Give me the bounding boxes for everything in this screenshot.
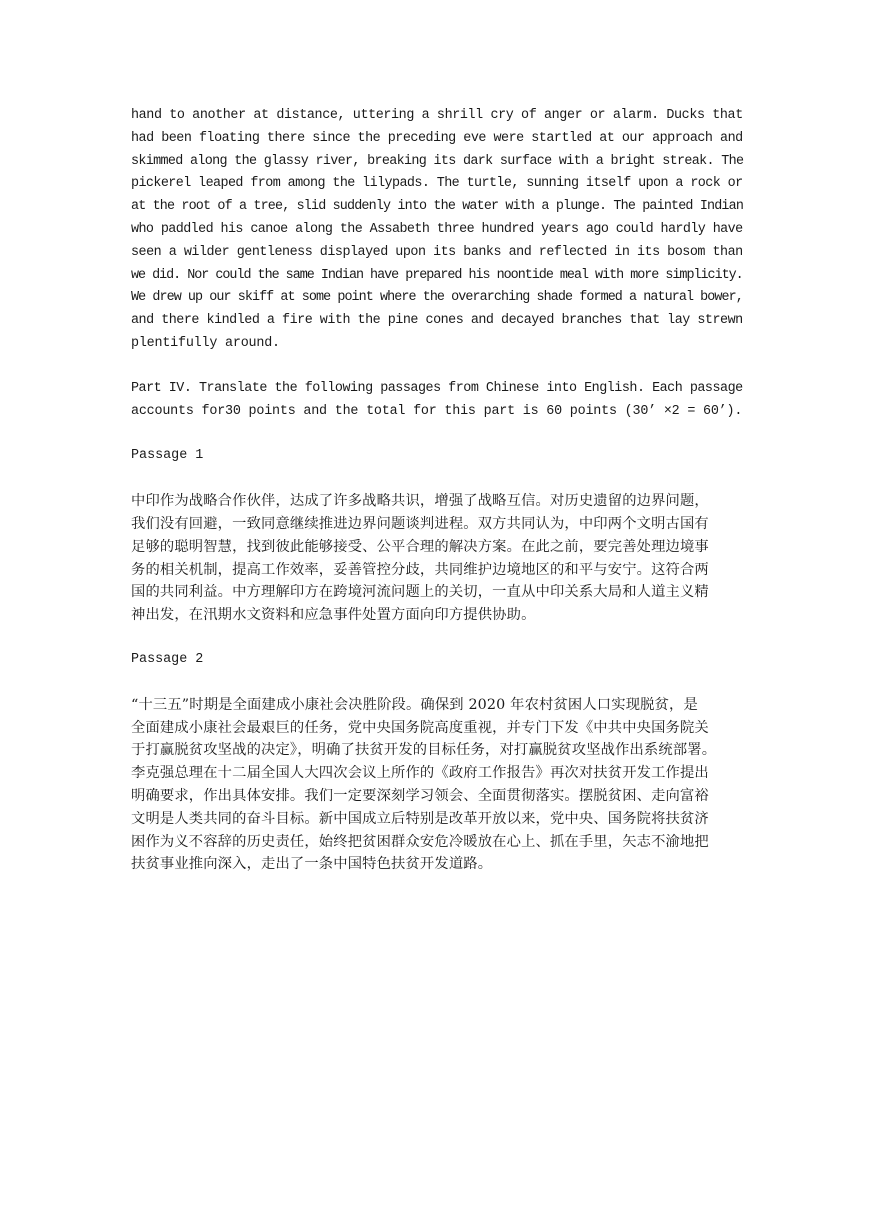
passage1-line: 务的相关机制，提高工作效率，妥善管控分歧，共同维护边境地区的和平与安宁。这符合两 bbox=[131, 561, 709, 578]
passage2-line: 李克强总理在十二届全国人大四次会议上所作的《政府工作报告》再次对扶贫开发工作提出 bbox=[131, 765, 709, 782]
passage1-heading: Passage 1 bbox=[131, 448, 204, 464]
spacer bbox=[131, 672, 743, 694]
passage1-text bbox=[131, 490, 743, 627]
passage-line: and there kindled a fire with the pine cones and decayed branches that lay strewn bbox=[131, 313, 743, 329]
passage2-line: 明确要求，作出具体安排。我们一定要深刻学习领会、全面贯彻落实。摆脱贫困、走向富裕 bbox=[131, 787, 709, 804]
passage2-text bbox=[131, 694, 743, 876]
passage-line: we did. Nor could the same Indian have prepared his noontide meal with more simplicity. bbox=[131, 267, 743, 283]
passage2-line: 文明是人类共同的奋斗目标。新中国成立后特别是改革开放以来，党中央、国务院将扶贫济 bbox=[131, 810, 709, 827]
passage-line: plentifully around. bbox=[131, 335, 280, 351]
instruction-line: accounts for30 points and the total for this part is 60 points (30’ ×2 = 60’). bbox=[131, 403, 743, 419]
passage2-line: “十三五”时期是全面建成小康社会决胜阶段。确保到 2020 年农村贫困人口实现脱贫，是 bbox=[131, 696, 698, 713]
spacer bbox=[131, 627, 743, 649]
passage-line: skimmed along the glassy river, breaking its dark surface with a bright streak. The bbox=[131, 153, 744, 169]
passage1-line: 国的共同利益。中方理解印方在跨境河流问题上的关切，一直从中印关系大局和人道主义精 bbox=[131, 584, 709, 601]
passage-line: hand to another at distance, uttering a shrill cry of anger or alarm. Ducks that bbox=[131, 108, 743, 123]
document-page bbox=[131, 105, 743, 876]
passage2-line: 全面建成小康社会最艰巨的任务，党中央国务院高度重视，并专门下发《中共中央国务院关 bbox=[131, 719, 709, 736]
passage2-heading: Passage 2 bbox=[131, 651, 204, 667]
passage-line: had been floating there since the preceding eve were startled at our approach and bbox=[131, 130, 743, 146]
passage1-line: 神出发，在汛期水文资料和应急事件处置方面向印方提供协助。 bbox=[131, 607, 536, 624]
passage1-line: 足够的聪明智慧，找到彼此能够接受、公平合理的解决方案。在此之前，要完善处理边境事 bbox=[131, 538, 709, 555]
passage-line: seen a wilder gentleness displayed upon its banks and reflected in its bosom than bbox=[131, 244, 743, 260]
spacer bbox=[131, 356, 743, 378]
passage-continuation bbox=[131, 105, 743, 356]
passage-line: pickerel leaped from among the lilypads. The turtle, sunning itself upon a rock or bbox=[131, 176, 743, 192]
passage1-line: 我们没有回避，一致同意继续推进边界问题谈判进程。双方共同认为，中印两个文明古国有 bbox=[131, 515, 709, 532]
passage1-line: 中印作为战略合作伙伴，达成了许多战略共识，增强了战略互信。对历史遗留的边界问题， bbox=[131, 493, 709, 510]
instruction-line: Part IV. Translate the following passages from Chinese into English. Each passage bbox=[131, 380, 743, 396]
passage2-line: 扶贫事业推向深入，走出了一条中国特色扶贫开发道路。 bbox=[131, 856, 493, 873]
passage-line: at the root of a tree, slid suddenly into the water with a plunge. The painted Indian bbox=[131, 199, 744, 215]
spacer bbox=[131, 468, 743, 490]
passage2-line: 困作为义不容辞的历史责任，始终把贫困群众安危冷暖放在心上、抓在手里，矢志不渝地把 bbox=[131, 833, 709, 850]
passage-line: who paddled his canoe along the Assabeth three hundred years ago could hardly have bbox=[131, 221, 743, 237]
passage-line: We drew up our skiff at some point where the overarching shade formed a natural bower, bbox=[131, 290, 743, 306]
passage2-line: 于打赢脱贫攻坚战的决定》，明确了扶贫开发的目标任务，对打赢脱贫攻坚战作出系统部署。 bbox=[131, 742, 717, 759]
spacer bbox=[131, 423, 743, 445]
part4-instructions bbox=[131, 378, 743, 424]
